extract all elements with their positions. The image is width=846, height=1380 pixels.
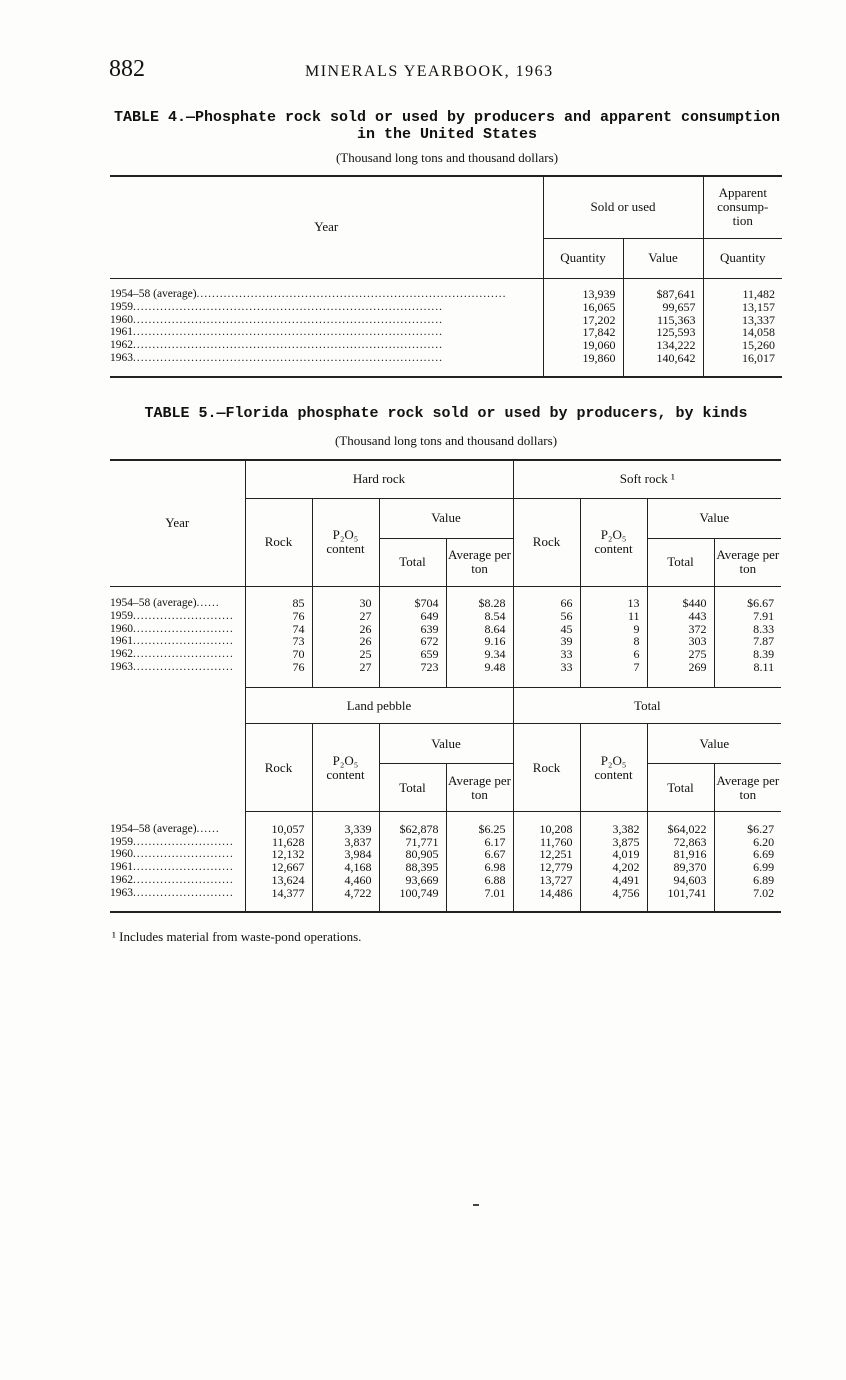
table-row: 1954–58 (average)................................................................................ 13,939 $87,641 11,482: [110, 288, 782, 301]
table5-year: 1963: [110, 886, 133, 899]
soft-rock-average-cell: 8.11: [714, 661, 781, 674]
hard-rock-rock-cell: 85: [245, 597, 312, 610]
hard-rock-rock-cell: 73: [245, 635, 312, 648]
total-total-cell: 89,370: [647, 861, 714, 874]
soft-rock-p2o5-cell: 11: [580, 610, 647, 623]
hard-rock-average-header: Average per ton: [446, 538, 513, 586]
table5-subtitle: (Thousand long tons and thousand dollars): [334, 433, 558, 448]
land-pebble-average-header: Average per ton: [446, 764, 513, 812]
table4: [110, 175, 782, 378]
soft-rock-average-cell: 8.39: [714, 648, 781, 661]
soft-rock-rock-cell: 33: [513, 661, 580, 674]
land-pebble-rock-cell: 14,377: [245, 887, 312, 900]
total-total-cell: $64,022: [647, 823, 714, 836]
table4-apparent-cell: 13,337: [703, 314, 782, 327]
land-pebble-average-cell: $6.25: [446, 823, 513, 836]
soft-rock-average-cell: 7.91: [714, 610, 781, 623]
table-row: 1963.......................... 76 27 723 9.48 33 7 269 8.11: [110, 661, 781, 674]
soft-rock-rock-cell: 66: [513, 597, 580, 610]
table4-quantity-cell: 17,842: [543, 326, 623, 339]
table4-caption: [112, 109, 782, 143]
total-rock-cell: 10,208: [513, 823, 580, 836]
soft-rock-rock-cell: 56: [513, 610, 580, 623]
total-rock-cell: 13,727: [513, 874, 580, 887]
hard-rock-total-cell: 639: [379, 623, 446, 636]
table4-apparent-cell: 13,157: [703, 301, 782, 314]
hard-rock-p2o5-header: P₂O₅ content: [312, 498, 379, 586]
table4-quantity-cell: 16,065: [543, 301, 623, 314]
table-row: 1959.......................... 76 27 649 8.54 56 11 443 7.91: [110, 610, 781, 623]
hard-rock-p2o5-cell: 27: [312, 661, 379, 674]
total-total-cell: 94,603: [647, 874, 714, 887]
land-pebble-total-cell: 80,905: [379, 848, 446, 861]
table-row: 1954–58 (average)...... 10,057 3,339 $62,878 $6.25 10,208 3,382 $64,022 $6.27: [110, 823, 781, 836]
table4-apparent-header: Apparent consump-tion: [703, 176, 782, 238]
hard-rock-total-cell: 672: [379, 635, 446, 648]
table4-quantity-cell: 13,939: [543, 288, 623, 301]
soft-rock-total-cell: 303: [647, 635, 714, 648]
total-total-cell: 72,863: [647, 836, 714, 849]
land-pebble-p2o5-cell: 4,460: [312, 874, 379, 887]
total-rock-cell: 11,760: [513, 836, 580, 849]
soft-rock-rock-cell: 45: [513, 623, 580, 636]
soft-rock-p2o5-cell: 6: [580, 648, 647, 661]
table4-quantity-cell: 17,202: [543, 314, 623, 327]
soft-rock-average-cell: 7.87: [714, 635, 781, 648]
table5-year-header: Year: [165, 515, 190, 531]
total-average-cell: 6.99: [714, 861, 781, 874]
table-row: 1963.......................... 14,377 4,722 100,749 7.01 14,486 4,756 101,741 7.02: [110, 887, 781, 900]
print-speck: [473, 1204, 479, 1206]
hard-rock-rock-cell: 74: [245, 623, 312, 636]
land-pebble-p2o5-cell: 4,722: [312, 887, 379, 900]
soft-rock-p2o5-cell: 9: [580, 623, 647, 636]
land-pebble-p2o5-header: P₂O₅ content: [312, 724, 379, 812]
table5-year: 1959: [110, 609, 133, 622]
table4-quantity-header: Quantity: [543, 238, 623, 278]
land-pebble-value-header: Value: [379, 724, 513, 764]
hard-rock-total-cell: $704: [379, 597, 446, 610]
land-pebble-total-cell: 71,771: [379, 836, 446, 849]
hard-rock-total-cell: 659: [379, 648, 446, 661]
total-value-header: Value: [647, 724, 781, 764]
hard-rock-rock-header: Rock: [245, 498, 312, 586]
table5-year: 1962: [110, 648, 133, 661]
total-rock-header: Rock: [513, 724, 580, 812]
total-rock-cell: 14,486: [513, 887, 580, 900]
table-row: 1961................................................................................ 17,842 125,593 14,058: [110, 326, 782, 339]
hard-rock-rock-cell: 76: [245, 661, 312, 674]
table-row: 1961.......................... 73 26 672 9.16 39 8 303 7.87: [110, 635, 781, 648]
land-pebble-p2o5-cell: 3,837: [312, 836, 379, 849]
land-pebble-average-cell: 6.67: [446, 848, 513, 861]
total-p2o5-cell: 4,019: [580, 848, 647, 861]
soft-rock-total-cell: 275: [647, 648, 714, 661]
land-pebble-average-cell: 6.88: [446, 874, 513, 887]
table4-quantity-cell: 19,060: [543, 339, 623, 352]
table4-apparent-cell: 11,482: [703, 288, 782, 301]
table-row: 1954–58 (average)...... 85 30 $704 $8.28 66 13 $440 $6.67: [110, 597, 781, 610]
table5-year: 1962: [110, 873, 133, 886]
table-row: 1963................................................................................ 19,860 140,642 16,017: [110, 352, 782, 365]
table4-subtitle: (Thousand long tons and thousand dollars): [335, 150, 559, 165]
land-pebble-rock-cell: 13,624: [245, 874, 312, 887]
table4-year: 1959: [110, 300, 133, 313]
table4-year: 1960: [110, 313, 133, 326]
hard-rock-total-cell: 723: [379, 661, 446, 674]
land-pebble-rock-header: Rock: [245, 724, 312, 812]
total-total-header: Total: [647, 764, 714, 812]
table5-caption: TABLE 5.—Florida phosphate rock sold or used by producers, by kinds: [144, 405, 748, 422]
land-pebble-total-cell: $62,878: [379, 823, 446, 836]
total-p2o5-cell: 4,491: [580, 874, 647, 887]
table-row: 1959................................................................................ 16,065 99,657 13,157: [110, 301, 782, 314]
table-row: 1962.......................... 70 25 659 9.34 33 6 275 8.39: [110, 648, 781, 661]
total-average-cell: 6.89: [714, 874, 781, 887]
soft-rock-total-header: Total: [647, 538, 714, 586]
total-p2o5-cell: 3,875: [580, 836, 647, 849]
table-row: 1962................................................................................ 19,060 134,222 15,260: [110, 339, 782, 352]
hard-rock-total-cell: 649: [379, 610, 446, 623]
land-pebble-header: Land pebble: [245, 688, 513, 724]
soft-rock-average-header: Average per ton: [714, 538, 781, 586]
table5-year: 1954–58 (average): [110, 822, 197, 835]
table4-value-cell: 125,593: [623, 326, 703, 339]
hard-rock-average-cell: 8.54: [446, 610, 513, 623]
table4-value-cell: 134,222: [623, 339, 703, 352]
land-pebble-rock-cell: 11,628: [245, 836, 312, 849]
total-total-cell: 101,741: [647, 887, 714, 900]
hard-rock-average-cell: 9.16: [446, 635, 513, 648]
table-row: 1959.......................... 11,628 3,837 71,771 6.17 11,760 3,875 72,863 6.20: [110, 836, 781, 849]
land-pebble-rock-cell: 10,057: [245, 823, 312, 836]
total-p2o5-header: P₂O₅ content: [580, 724, 647, 812]
total-p2o5-cell: 3,382: [580, 823, 647, 836]
table4-value-cell: 99,657: [623, 301, 703, 314]
hard-rock-total-header: Total: [379, 538, 446, 586]
table-row: 1960................................................................................ 17,202 115,363 13,337: [110, 314, 782, 327]
soft-rock-rock-header: Rock: [513, 498, 580, 586]
soft-rock-p2o5-cell: 8: [580, 635, 647, 648]
table5-year: 1963: [110, 660, 133, 673]
table5-year: 1960: [110, 622, 133, 635]
hard-rock-average-cell: 9.34: [446, 648, 513, 661]
table4-caption-line1: TABLE 4.—Phosphate rock sold or used by producers and apparent consumption: [113, 109, 781, 126]
soft-rock-rock-cell: 39: [513, 635, 580, 648]
table5-year: 1961: [110, 635, 133, 648]
hard-rock-p2o5-cell: 26: [312, 635, 379, 648]
hard-rock-average-cell: $8.28: [446, 597, 513, 610]
total-average-cell: $6.27: [714, 823, 781, 836]
table-row: 1962.......................... 13,624 4,460 93,669 6.88 13,727 4,491 94,603 6.89: [110, 874, 781, 887]
table4-apparent-quantity-header: Quantity: [703, 238, 782, 278]
land-pebble-average-cell: 7.01: [446, 887, 513, 900]
soft-rock-average-cell: $6.67: [714, 597, 781, 610]
hard-rock-p2o5-cell: 30: [312, 597, 379, 610]
total-header: Total: [513, 688, 781, 724]
hard-rock-p2o5-cell: 26: [312, 623, 379, 636]
total-average-cell: 7.02: [714, 887, 781, 900]
hard-rock-average-cell: 9.48: [446, 661, 513, 674]
land-pebble-total-cell: 88,395: [379, 861, 446, 874]
table5-year: 1961: [110, 861, 133, 874]
soft-rock-header: Soft rock ¹: [513, 460, 781, 498]
total-average-cell: 6.20: [714, 836, 781, 849]
table4-value-cell: 115,363: [623, 314, 703, 327]
table-row: 1961.......................... 12,667 4,168 88,395 6.98 12,779 4,202 89,370 6.99: [110, 861, 781, 874]
soft-rock-total-cell: $440: [647, 597, 714, 610]
hard-rock-average-cell: 8.64: [446, 623, 513, 636]
table4-apparent-cell: 16,017: [703, 352, 782, 365]
table4-apparent-cell: 15,260: [703, 339, 782, 352]
table4-quantity-cell: 19,860: [543, 352, 623, 365]
land-pebble-p2o5-cell: 3,339: [312, 823, 379, 836]
table5-year: 1959: [110, 835, 133, 848]
land-pebble-rock-cell: 12,667: [245, 861, 312, 874]
land-pebble-total-header: Total: [379, 764, 446, 812]
soft-rock-total-cell: 269: [647, 661, 714, 674]
table4-year: 1961: [110, 326, 133, 339]
table4-apparent-cell: 14,058: [703, 326, 782, 339]
running-title: MINERALS YEARBOOK, 1963: [305, 63, 554, 80]
land-pebble-rock-cell: 12,132: [245, 848, 312, 861]
soft-rock-value-header: Value: [647, 498, 781, 538]
table5-year: 1960: [110, 848, 133, 861]
total-p2o5-cell: 4,202: [580, 861, 647, 874]
total-p2o5-cell: 4,756: [580, 887, 647, 900]
soft-rock-total-cell: 372: [647, 623, 714, 636]
hard-rock-rock-cell: 76: [245, 610, 312, 623]
hard-rock-p2o5-cell: 25: [312, 648, 379, 661]
table-row: 1960.......................... 12,132 3,984 80,905 6.67 12,251 4,019 81,916 6.69: [110, 848, 781, 861]
hard-rock-rock-cell: 70: [245, 648, 312, 661]
table-row: 1960.......................... 74 26 639 8.64 45 9 372 8.33: [110, 623, 781, 636]
total-rock-cell: 12,251: [513, 848, 580, 861]
land-pebble-p2o5-cell: 4,168: [312, 861, 379, 874]
table5-year: 1954–58 (average): [110, 597, 197, 609]
table4-value-header: Value: [623, 238, 703, 278]
table4-year: 1962: [110, 339, 133, 352]
hard-rock-p2o5-cell: 27: [312, 610, 379, 623]
total-rock-cell: 12,779: [513, 861, 580, 874]
table5-footnote: ¹ Includes material from waste-pond operations.: [112, 929, 362, 944]
soft-rock-total-cell: 443: [647, 610, 714, 623]
table4-year-header: Year: [110, 176, 543, 278]
soft-rock-p2o5-header: P₂O₅ content: [580, 498, 647, 586]
table4-value-cell: $87,641: [623, 288, 703, 301]
table4-year: 1954–58 (average): [110, 288, 197, 300]
land-pebble-total-cell: 93,669: [379, 874, 446, 887]
page-number: 882: [109, 56, 145, 82]
total-average-cell: 6.69: [714, 848, 781, 861]
table4-sold-header: Sold or used: [543, 176, 703, 238]
soft-rock-p2o5-cell: 7: [580, 661, 647, 674]
soft-rock-p2o5-cell: 13: [580, 597, 647, 610]
soft-rock-average-cell: 8.33: [714, 623, 781, 636]
table5: [110, 459, 781, 913]
total-average-header: Average per ton: [714, 764, 781, 812]
land-pebble-average-cell: 6.17: [446, 836, 513, 849]
soft-rock-rock-cell: 33: [513, 648, 580, 661]
total-total-cell: 81,916: [647, 848, 714, 861]
land-pebble-p2o5-cell: 3,984: [312, 848, 379, 861]
table4-year: 1963: [110, 351, 133, 364]
land-pebble-average-cell: 6.98: [446, 861, 513, 874]
table4-value-cell: 140,642: [623, 352, 703, 365]
land-pebble-total-cell: 100,749: [379, 887, 446, 900]
hard-rock-value-header: Value: [379, 498, 513, 538]
table4-caption-line2: in the United States: [356, 126, 538, 143]
hard-rock-header: Hard rock: [245, 460, 513, 498]
